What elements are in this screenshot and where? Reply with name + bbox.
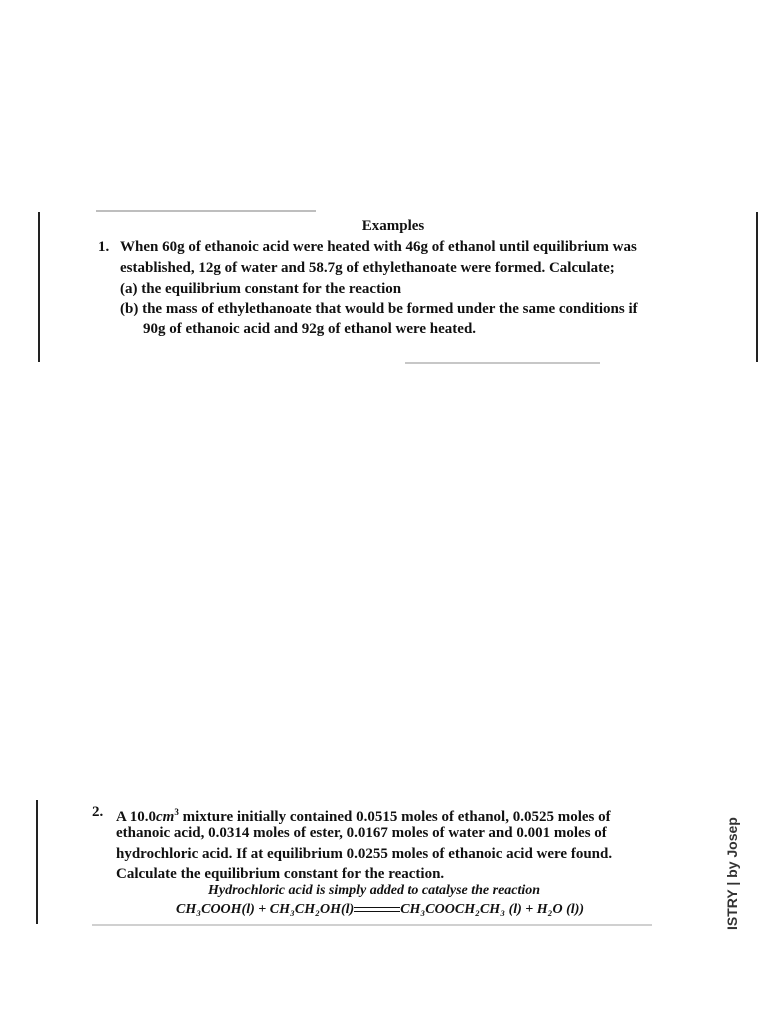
- question-2-unit-exponent: 3: [174, 807, 179, 817]
- question-2-line-3: hydrochloric acid. If at equilibrium 0.0255 moles of ethanoic acid were found.: [116, 846, 613, 862]
- question-1-line-1: When 60g of ethanoic acid were heated with 46g of ethanol until equilibrium was: [120, 239, 637, 255]
- question-1-part-a: (a) the equilibrium constant for the reaction: [120, 281, 402, 297]
- side-footer-text: ISTRY | by Josep: [724, 817, 740, 930]
- question-2-line-1-post: mixture initially contained 0.0515 moles of ethanol, 0.0525 moles of: [178, 809, 611, 825]
- question-2-line-1-pre: A 10.0: [116, 809, 157, 825]
- question-2-line-2: ethanoic acid, 0.0314 moles of ester, 0.0167 moles of water and 0.001 moles of: [116, 825, 607, 841]
- cropped-text-fragment-top: [96, 210, 316, 212]
- cropped-text-fragment-mid: [405, 362, 600, 364]
- cropped-text-fragment-bottom: [92, 924, 652, 926]
- question-2-line-4: Calculate the equilibrium constant for the reaction.: [116, 866, 445, 882]
- question-1-part-b-line-2: 90g of ethanoic acid and 92g of ethanol were heated.: [143, 321, 477, 337]
- equilibrium-arrow-icon: [354, 905, 400, 915]
- question-2-number: 2.: [92, 804, 104, 820]
- equation-reactants: CH₃COOH(l) + CH₃CH₂OH(l): [176, 902, 355, 917]
- question-1-line-2: established, 12g of water and 58.7g of ethylethanoate were formed. Calculate;: [120, 260, 615, 276]
- left-border-bottom: [36, 800, 38, 924]
- examples-heading: Examples: [361, 218, 425, 234]
- question-1-part-b-line-1: (b) the mass of ethylethanoate that would be formed under the same conditions if: [120, 301, 638, 317]
- reaction-equation: [176, 902, 584, 918]
- equation-products: CH₃COOCH₂CH₃ (l) + H₂O (l)): [400, 902, 585, 917]
- catalyst-note: Hydrochloric acid is simply added to catalyse the reaction: [208, 883, 541, 898]
- question-2-unit: cm: [156, 809, 175, 825]
- question-1-number: 1.: [98, 239, 110, 255]
